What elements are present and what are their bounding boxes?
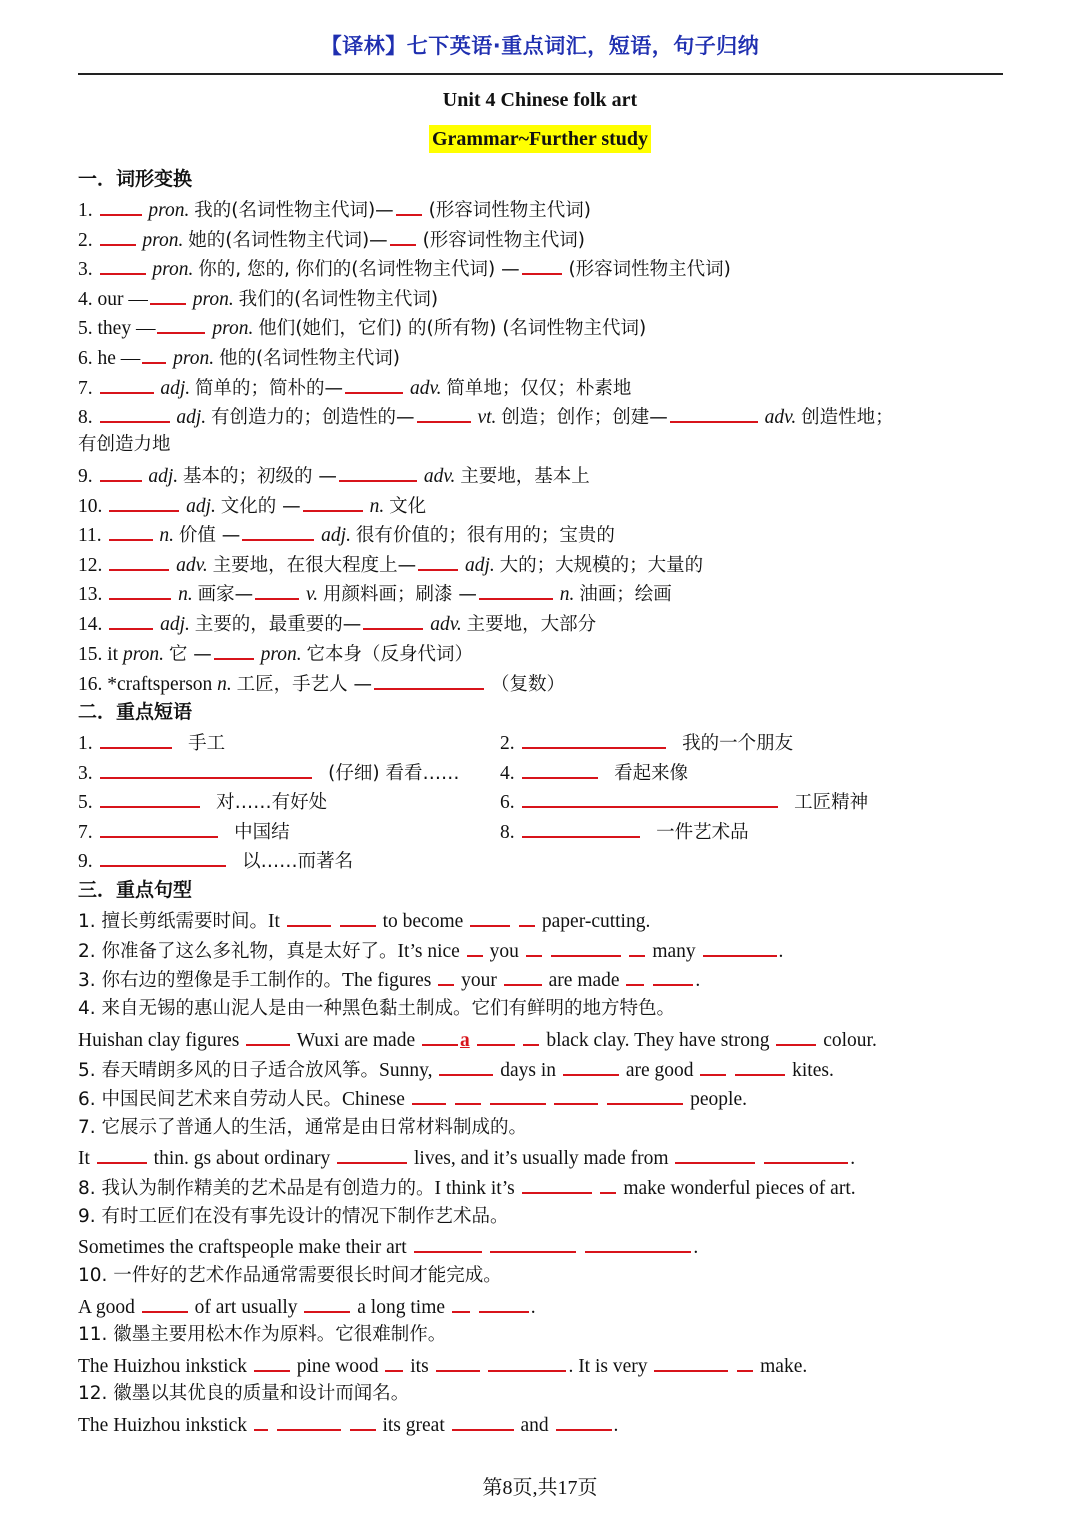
answer-blank (479, 1293, 529, 1313)
answer-blank (109, 492, 179, 512)
phrase-item-2: 2. 我的一个朋友 (500, 729, 793, 757)
answer-blank (455, 1085, 481, 1105)
sentence-7-en: It thin. gs about ordinary lives, and it’s usually made from . (78, 1144, 855, 1172)
answer-blank (100, 196, 142, 216)
answer-blank (629, 937, 645, 957)
vocab-item-12: 12. adv. 主要地，在很大程度上— adj. 大的；大规模的；大量的 (78, 551, 703, 579)
answer-blank (703, 937, 777, 957)
answer-blank (254, 1352, 290, 1372)
sentence-4-en: Huishan clay figures Wuxi are made a black clay. They have strong colour. (78, 1026, 877, 1054)
sentence-12-zh: 12. 徽墨以其优良的质量和设计而闻名。 (78, 1383, 410, 1404)
phrase-item-1: 1. 手工 (78, 729, 225, 757)
sentence-9-en: Sometimes the craftspeople make their art . (78, 1233, 698, 1261)
vocab-item-15: 15. it pron. 它 — pron. 它本身（反身代词） (78, 640, 473, 668)
answer-blank (100, 818, 218, 838)
sentence-5: 5. 春天晴朗多风的日子适合放风筝。Sunny, days in are good kites. (78, 1056, 834, 1084)
answer-blank (142, 1293, 188, 1313)
answer-blank (438, 966, 454, 986)
answer-blank (519, 907, 535, 927)
answer-blank (522, 729, 666, 749)
answer-blank (522, 788, 778, 808)
answer-blank (654, 1352, 728, 1372)
answer-blank (414, 1233, 482, 1253)
answer-blank (488, 1352, 566, 1372)
answer-blank (246, 1026, 290, 1046)
answer-blank (585, 1233, 691, 1253)
answer-blank (417, 403, 471, 423)
answer-blank (764, 1144, 848, 1164)
answer-blank (109, 580, 171, 600)
answer-blank (607, 1085, 683, 1105)
phrase-item-9: 9. 以……而著名 (78, 847, 353, 875)
answer-blank (150, 285, 186, 305)
vocab-item-8: 8. adj. 有创造力的；创造性的— vt. 创造；创作；创建— adv. 创造性地； (78, 403, 894, 431)
answer-blank (526, 937, 542, 957)
vocab-item-6: 6. he — pron. 他的(名词性物主代词) (78, 344, 400, 372)
answer-blank (523, 1026, 539, 1046)
answer-blank (600, 1174, 616, 1194)
answer-blank (100, 255, 146, 275)
sentence-7-zh: 7. 它展示了普通人的生活，通常是由日常材料制成的。 (78, 1117, 528, 1138)
answer-blank (452, 1411, 514, 1431)
sentence-2: 2. 你准备了这么多礼物，真是太好了。It’s nice you many . (78, 937, 783, 965)
sentence-12-en: The Huizhou inkstick its great and . (78, 1411, 618, 1439)
subtitle: Grammar~Further study (0, 128, 1080, 151)
vocab-item-14: 14. adj. 主要的，最重要的— adv. 主要地，大部分 (78, 610, 596, 638)
answer-blank (100, 462, 142, 482)
answer-blank (242, 521, 314, 541)
phrase-item-5: 5. 对……有好处 (78, 788, 327, 816)
vocab-item-3: 3. pron. 你的, 您的, 你们的(名词性物主代词) — (形容词性物主代词) (78, 255, 731, 283)
answer-blank (477, 1026, 515, 1046)
header-divider (78, 73, 1003, 75)
answer-blank (287, 907, 331, 927)
vocab-item-2: 2. pron. 她的(名词性物主代词)— (形容词性物主代词) (78, 226, 585, 254)
vocab-item-9: 9. adj. 基本的；初级的 — adv. 主要地，基本上 (78, 462, 590, 490)
vocab-item-7: 7. adj. 简单的；简朴的— adv. 简单地；仅仅；朴素地 (78, 374, 631, 402)
sentence-6: 6. 中国民间艺术来自劳动人民。Chinese people. (78, 1085, 747, 1113)
answer-blank (340, 907, 376, 927)
answer-blank (157, 314, 205, 334)
vocab-item-13: 13. n. 画家— v. 用颜料画；刷漆 — n. 油画；绘画 (78, 580, 672, 608)
answer-blank (339, 462, 417, 482)
sentence-3: 3. 你右边的塑像是手工制作的。The figures your are made . (78, 966, 700, 994)
answer-blank (277, 1411, 341, 1431)
answer-blank (490, 1085, 546, 1105)
answer-blank (670, 403, 758, 423)
answer-blank (522, 759, 598, 779)
answer-blank (142, 344, 166, 364)
answer-blank (345, 374, 403, 394)
answer-blank (100, 788, 200, 808)
section2-title: 二．重点短语 (78, 701, 193, 723)
answer-blank (626, 966, 644, 986)
sentence-8: 8. 我认为制作精美的艺术品是有创造力的。I think it’s make wonderful pieces of art. (78, 1174, 856, 1202)
answer-blank (97, 1144, 147, 1164)
vocab-item-16: 16. *craftsperson n. 工匠，手艺人 — （复数） (78, 670, 565, 698)
phrase-item-3: 3. (仔细) 看看…… (78, 759, 459, 787)
answer-blank (418, 551, 458, 571)
answer-blank (504, 966, 542, 986)
answer-blank (109, 610, 153, 630)
answer-blank (675, 1144, 755, 1164)
phrase-item-8: 8. 一件艺术品 (500, 818, 749, 846)
answer-blank (396, 196, 422, 216)
answer-blank (254, 1411, 268, 1431)
answer-blank (653, 966, 693, 986)
answer-blank (470, 907, 510, 927)
answer-blank (554, 1085, 598, 1105)
sentence-9-zh: 9. 有时工匠们在没有事先设计的情况下制作艺术品。 (78, 1206, 509, 1227)
phrase-item-7: 7. 中国结 (78, 818, 290, 846)
answer-blank (522, 1174, 592, 1194)
answer-blank (385, 1352, 403, 1372)
answer-blank (304, 1293, 350, 1313)
answer-blank (109, 521, 153, 541)
answer-blank (522, 255, 562, 275)
sentence-1: 1. 擅长剪纸需要时间。It to become paper-cutting. (78, 907, 650, 935)
answer-blank (776, 1026, 816, 1046)
answer-blank (412, 1085, 446, 1105)
answer-blank (100, 374, 154, 394)
answer-blank (100, 226, 136, 246)
vocab-item-10: 10. adj. 文化的 — n. 文化 (78, 492, 426, 520)
answer-blank (467, 937, 483, 957)
answer-blank (390, 226, 416, 246)
answer-blank (556, 1411, 612, 1431)
sentence-10-en: A good of art usually a long time . (78, 1293, 536, 1321)
vocab-item-5: 5. they — pron. 他们(她们，它们) 的(所有物) (名词性物主代词) (78, 314, 646, 342)
answer-blank (700, 1056, 726, 1076)
unit-title: Unit 4 Chinese folk art (442, 89, 638, 111)
answer-blank (735, 1056, 785, 1076)
vocab-item-1: 1. pron. 我的(名词性物主代词)— (形容词性物主代词) (78, 196, 591, 224)
answer-blank (737, 1352, 753, 1372)
sentence-10-zh: 10. 一件好的艺术作品通常需要很长时间才能完成。 (78, 1265, 502, 1286)
answer-blank (109, 551, 169, 571)
answer-blank (436, 1352, 480, 1372)
answer-blank (522, 818, 640, 838)
vocab-item-8-cont: 有创造力地 (78, 434, 171, 455)
header-title: 【译林】七下英语·重点词汇，短语，句子归纳 (320, 34, 760, 58)
phrase-item-4: 4. 看起来像 (500, 759, 688, 787)
phrase-item-6: 6. 工匠精神 (500, 788, 868, 816)
page-number: 第8页,共17页 (482, 1477, 598, 1499)
answer-blank (100, 729, 172, 749)
answer-blank (439, 1056, 493, 1076)
answer-blank (255, 580, 299, 600)
answer-blank (214, 640, 254, 660)
answer-blank (479, 580, 553, 600)
answer-blank (490, 1233, 576, 1253)
answer-blank (337, 1144, 407, 1164)
vocab-item-11: 11. n. 价值 — adj. 很有价值的；很有用的；宝贵的 (78, 521, 615, 549)
sentence-11-zh: 11. 徽墨主要用松木作为原料。它很难制作。 (78, 1324, 447, 1345)
answer-blank (100, 403, 170, 423)
vocab-item-4: 4. our — pron. 我们的(名词性物主代词) (78, 285, 438, 313)
answer-blank (374, 670, 484, 690)
answer-blank (100, 847, 226, 867)
answer-blank (422, 1026, 458, 1046)
section3-title: 三．重点句型 (78, 879, 193, 901)
answer-blank (563, 1056, 619, 1076)
answer-blank (452, 1293, 470, 1313)
section1-title: 一．词形变换 (78, 168, 193, 190)
sentence-4-zh: 4. 来自无锡的惠山泥人是由一种黑色黏土制成。它们有鲜明的地方特色。 (78, 998, 676, 1019)
answer-blank (100, 759, 312, 779)
answer-a: a (459, 1030, 470, 1051)
answer-blank (303, 492, 363, 512)
sentence-11-en: The Huizhou inkstick pine wood its . It is very make. (78, 1352, 807, 1380)
answer-blank (551, 937, 621, 957)
answer-blank (363, 610, 423, 630)
answer-blank (350, 1411, 376, 1431)
